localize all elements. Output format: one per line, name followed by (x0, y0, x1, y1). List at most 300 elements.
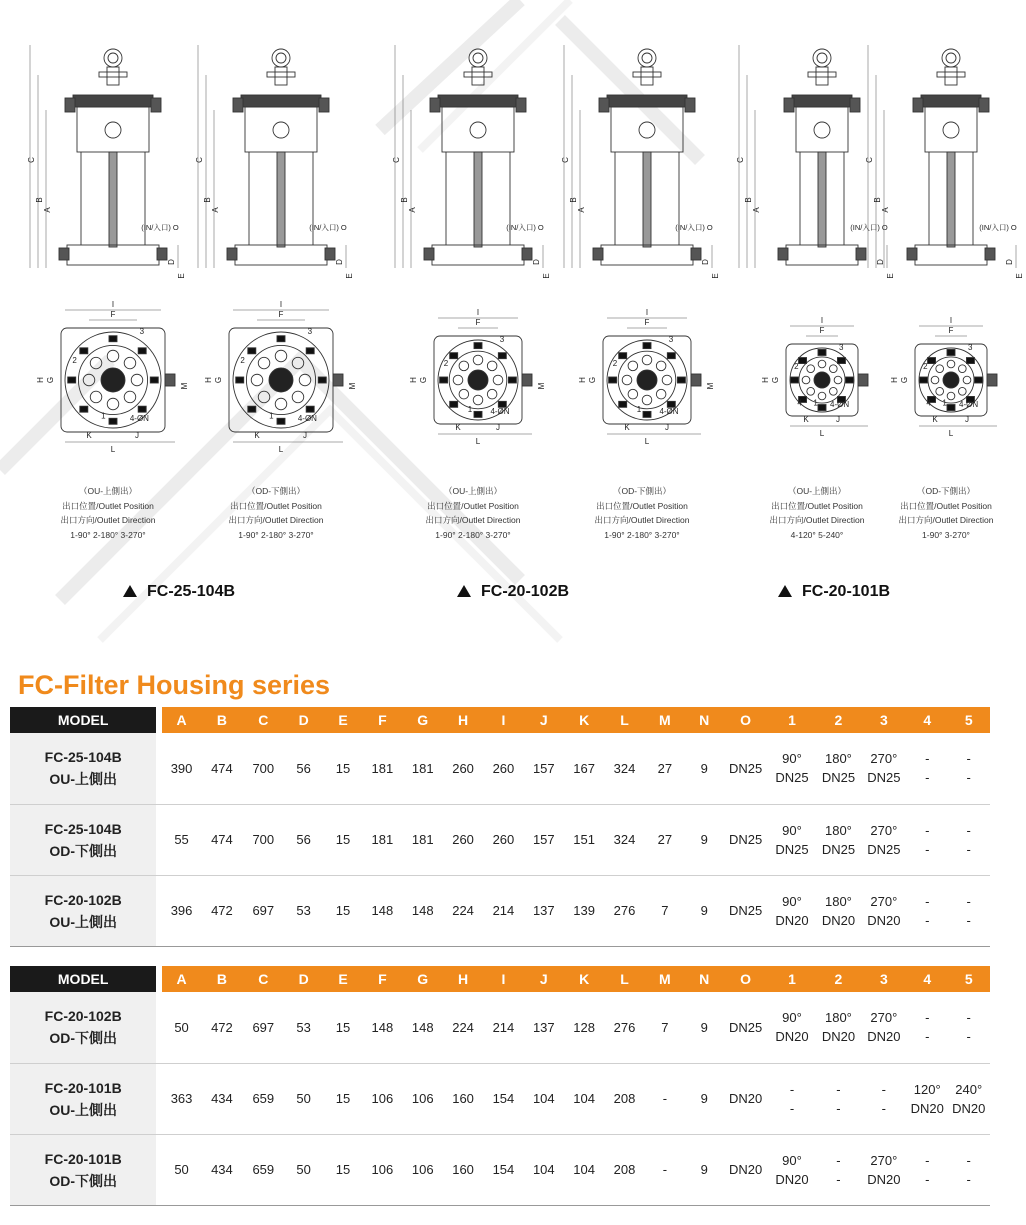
dimension-label-f: F (644, 318, 650, 327)
value-cell: 472 (201, 875, 243, 946)
dimension-label-2: 2 (612, 359, 618, 368)
header-cell: J (524, 707, 564, 733)
value-cell: 157 (524, 804, 564, 875)
dimension-label-a: A (211, 207, 220, 213)
value-cell: DN20 (723, 1134, 767, 1205)
outlet-cell: 90° DN20 (768, 875, 816, 946)
outlet-cell: - - (816, 1134, 860, 1205)
header-cell: C (243, 966, 283, 992)
value-cell: 27 (645, 733, 685, 804)
header-cell: D (283, 707, 323, 733)
caption-angles: 1-90° 2-180° 3-270° (604, 529, 680, 540)
value-cell: 27 (645, 804, 685, 875)
table-header-row (10, 966, 990, 992)
header-cell: 3 (861, 966, 907, 992)
header-cell: I (483, 707, 523, 733)
outlet-cell: 90° DN20 (768, 992, 816, 1063)
dimension-label-j: J (836, 415, 840, 424)
header-cell: 4 (907, 707, 947, 733)
inlet-label: (IN/入口) O (141, 223, 179, 232)
header-cell: B (201, 966, 243, 992)
value-cell: 9 (685, 992, 723, 1063)
outlet-cell: 270° DN25 (861, 733, 907, 804)
dimension-label-a: A (881, 207, 890, 213)
dimension-label-4: 4 (926, 398, 931, 408)
header-cell: K (564, 966, 604, 992)
outlet-caption (562, 484, 722, 542)
value-cell: 128 (564, 992, 604, 1063)
value-cell: 7 (645, 875, 685, 946)
dimension-label-e: E (177, 273, 186, 279)
model-cell: FC-20-101B OD-下側出 (10, 1134, 156, 1205)
header-cell: A (162, 966, 200, 992)
value-cell: 154 (483, 1134, 523, 1205)
caption-outlet-type: （OU-上側出） (78, 486, 138, 496)
outlet-cell: - - (907, 1134, 947, 1205)
dimension-label-b: B (203, 197, 212, 203)
value-cell: 9 (685, 1063, 723, 1134)
dimension-label-b: B (569, 197, 578, 203)
value-cell: 56 (283, 804, 323, 875)
filter-unit-drawing (866, 40, 1026, 460)
dimension-label-k: K (455, 423, 461, 432)
caption-outlet-type: （OU-上側出） (443, 486, 503, 496)
header-cell: A (162, 707, 200, 733)
dimension-label-i: I (645, 308, 649, 317)
dimension-label-3: 3 (967, 343, 973, 352)
outlet-cell: 90° DN20 (768, 1134, 816, 1205)
value-cell: 659 (243, 1134, 283, 1205)
dimension-label-n: 4-ØN (490, 407, 510, 416)
dimension-label-c: C (561, 157, 570, 163)
value-cell: 154 (483, 1063, 523, 1134)
caption-outlet-type: （OD-下側出） (916, 486, 976, 496)
caption-direction-label: 出口方向/Outlet Direction (898, 515, 994, 525)
header-cell: G (403, 966, 443, 992)
value-cell: 139 (564, 875, 604, 946)
header-cell: F (362, 707, 402, 733)
dimension-label-1: 1 (942, 398, 947, 408)
header-cell: O (723, 707, 767, 733)
dimension-label-a: A (408, 207, 417, 213)
header-cell: I (483, 966, 523, 992)
value-cell: 324 (604, 804, 644, 875)
value-cell: 7 (645, 992, 685, 1063)
value-cell: 106 (362, 1134, 402, 1205)
caption-position-label: 出口位置/Outlet Position (62, 500, 154, 511)
dimension-label-i: I (476, 308, 480, 317)
outlet-cell: - - (947, 733, 990, 804)
value-cell: 276 (604, 992, 644, 1063)
dimension-label-h: H (761, 377, 770, 383)
dimension-label-l: L (475, 437, 481, 446)
dimension-label-i: I (111, 300, 115, 309)
dimension-label-1: 1 (467, 405, 473, 414)
caption-direction-label: 出口方向/Outlet Direction (425, 515, 521, 525)
value-cell: 363 (162, 1063, 200, 1134)
dimension-label-i: I (949, 316, 953, 325)
dimension-label-j: J (665, 423, 669, 432)
dimension-label-i: I (279, 300, 283, 309)
dimension-label-k: K (254, 431, 260, 440)
header-cell: 3 (861, 707, 907, 733)
table-header-row (10, 707, 990, 733)
table-row (10, 733, 990, 804)
value-cell: 151 (564, 804, 604, 875)
dimension-label-1: 1 (636, 405, 642, 414)
value-cell: 474 (201, 733, 243, 804)
outlet-caption (196, 484, 356, 542)
value-cell: 50 (162, 992, 200, 1063)
dimension-label-c: C (27, 157, 36, 163)
dimension-label-a: A (577, 207, 586, 213)
value-cell: 104 (564, 1134, 604, 1205)
filter-unit-drawing (393, 40, 553, 460)
dimension-label-k: K (932, 415, 938, 424)
dimension-label-c: C (865, 157, 874, 163)
dimension-label-n: 4-ØN (659, 407, 679, 416)
outlet-cell: 240° DN20 (947, 1063, 990, 1134)
table-row (10, 804, 990, 875)
dimension-label-j: J (965, 415, 969, 424)
dimension-label-j: J (496, 423, 500, 432)
outlet-cell: - - (907, 875, 947, 946)
dimension-label-d: D (1005, 259, 1014, 265)
caption-position-label: 出口位置/Outlet Position (596, 500, 688, 511)
dimension-label-3: 3 (668, 335, 674, 344)
outlet-cell: 180° DN25 (816, 733, 860, 804)
table-row (10, 875, 990, 946)
dimension-label-n: 4-ØN (959, 400, 979, 410)
dimension-label-m: M (180, 382, 189, 390)
caption-angles: 4-120° 5-240° (790, 529, 844, 540)
value-cell: 15 (324, 804, 362, 875)
value-cell: 9 (685, 733, 723, 804)
dimension-label-h: H (409, 377, 418, 383)
header-cell: C (243, 707, 283, 733)
inlet-label: (IN/入口) O (675, 223, 713, 232)
dimension-label-1: 1 (101, 411, 106, 421)
value-cell: DN25 (723, 733, 767, 804)
value-cell: DN25 (723, 804, 767, 875)
caption-angles: 1-90° 2-180° 3-270° (70, 529, 146, 540)
outlet-cell: 90° DN25 (768, 733, 816, 804)
series-title: FC-Filter Housing series (18, 670, 331, 700)
header-cell: 5 (947, 707, 990, 733)
dimension-label-d: D (167, 259, 176, 265)
caption-outlet-type: （OD-下側出） (612, 486, 672, 496)
filter-unit-drawing (28, 40, 188, 460)
value-cell: 434 (201, 1134, 243, 1205)
dimension-label-4: 4 (797, 398, 802, 408)
dimension-label-a: A (43, 207, 52, 213)
value-cell: - (645, 1134, 685, 1205)
dimension-label-b: B (400, 197, 409, 203)
header-cell: 2 (816, 707, 860, 733)
model-title: FC-25-104B (123, 583, 235, 601)
outlet-cell: 180° DN20 (816, 992, 860, 1063)
dimension-label-f: F (278, 310, 284, 319)
value-cell: 50 (283, 1063, 323, 1134)
value-cell: 148 (403, 992, 443, 1063)
value-cell: DN25 (723, 992, 767, 1063)
value-cell: 9 (685, 1134, 723, 1205)
dimension-label-a: A (752, 207, 761, 213)
caption-position-label: 出口位置/Outlet Position (900, 500, 992, 511)
dimension-label-2: 2 (794, 361, 799, 371)
dimension-label-d: D (532, 259, 541, 265)
value-cell: 224 (443, 875, 483, 946)
value-cell: DN20 (723, 1063, 767, 1134)
value-cell: 157 (524, 733, 564, 804)
value-cell: 260 (483, 733, 523, 804)
value-cell: 148 (362, 875, 402, 946)
dimension-label-b: B (873, 197, 882, 203)
dimension-label-d: D (701, 259, 710, 265)
dimension-label-e: E (711, 273, 720, 279)
value-cell: 104 (524, 1063, 564, 1134)
model-cell: FC-20-101B OU-上側出 (10, 1063, 156, 1134)
value-cell: DN25 (723, 875, 767, 946)
header-cell: H (443, 966, 483, 992)
dimension-label-e: E (542, 273, 551, 279)
dimension-label-l: L (278, 445, 284, 454)
outlet-cell: 90° DN25 (768, 804, 816, 875)
caption-angles: 1-90° 2-180° 3-270° (435, 529, 511, 540)
value-cell: 260 (483, 804, 523, 875)
triangle-icon (123, 585, 137, 597)
dimension-label-k: K (86, 431, 92, 440)
value-cell: 700 (243, 733, 283, 804)
inlet-label: (IN/入口) O (850, 223, 888, 232)
header-cell: D (283, 966, 323, 992)
dimension-label-m: M (537, 382, 546, 390)
value-cell: 160 (443, 1134, 483, 1205)
header-cell: L (604, 966, 644, 992)
model-cell: FC-25-104B OD-下側出 (10, 804, 156, 875)
header-cell: N (685, 707, 723, 733)
dimension-label-n: 4-ØN (129, 413, 149, 423)
outlet-cell: - - (947, 875, 990, 946)
value-cell: 224 (443, 992, 483, 1063)
value-cell: 15 (324, 733, 362, 804)
header-model: MODEL (10, 707, 156, 733)
value-cell: 434 (201, 1063, 243, 1134)
dimension-label-2: 2 (240, 356, 245, 366)
dimension-label-n: 4-ØN (297, 413, 317, 423)
triangle-icon (778, 585, 792, 597)
outlet-caption (28, 484, 188, 542)
model-title: FC-20-102B (457, 583, 569, 601)
value-cell: - (645, 1063, 685, 1134)
header-cell: E (324, 966, 362, 992)
value-cell: 276 (604, 875, 644, 946)
value-cell: 106 (403, 1063, 443, 1134)
dimension-label-g: G (771, 376, 780, 384)
value-cell: 167 (564, 733, 604, 804)
dimension-label-l: L (819, 429, 825, 438)
dimension-label-l: L (948, 429, 954, 438)
outlet-cell: - - (907, 992, 947, 1063)
caption-angles: 1-90° 3-270° (922, 529, 970, 540)
outlet-cell: 270° DN20 (861, 1134, 907, 1205)
header-cell: F (362, 966, 402, 992)
value-cell: 148 (403, 875, 443, 946)
header-cell: M (645, 966, 685, 992)
triangle-icon (457, 585, 471, 597)
value-cell: 659 (243, 1063, 283, 1134)
table-row (10, 992, 990, 1063)
value-cell: 697 (243, 992, 283, 1063)
dimension-label-h: H (578, 377, 587, 383)
model-cell: FC-20-102B OU-上側出 (10, 875, 156, 946)
dimension-label-e: E (1015, 273, 1024, 279)
caption-direction-label: 出口方向/Outlet Direction (60, 515, 156, 525)
model-cell: FC-25-104B OU-上側出 (10, 733, 156, 804)
dimension-label-j: J (303, 431, 307, 440)
outlet-cell: 180° DN20 (816, 875, 860, 946)
header-cell: L (604, 707, 644, 733)
outlet-cell: - - (768, 1063, 816, 1134)
caption-direction-label: 出口方向/Outlet Direction (769, 515, 865, 525)
dimension-label-d: D (876, 259, 885, 265)
table-row (10, 1063, 990, 1134)
outlet-cell: 270° DN20 (861, 875, 907, 946)
outlet-cell: - - (816, 1063, 860, 1134)
dimension-label-i: I (820, 316, 824, 325)
header-cell: 5 (947, 966, 990, 992)
dimension-label-g: G (900, 376, 909, 384)
value-cell: 474 (201, 804, 243, 875)
caption-outlet-type: （OD-下側出） (246, 486, 306, 496)
value-cell: 9 (685, 875, 723, 946)
dimension-label-e: E (345, 273, 354, 279)
dimension-label-2: 2 (923, 361, 928, 371)
table-row (10, 1134, 990, 1205)
value-cell: 9 (685, 804, 723, 875)
caption-direction-label: 出口方向/Outlet Direction (228, 515, 324, 525)
value-cell: 214 (483, 992, 523, 1063)
dimension-label-c: C (392, 157, 401, 163)
value-cell: 260 (443, 733, 483, 804)
inlet-label: (IN/入口) O (979, 223, 1017, 232)
header-cell: 1 (768, 966, 816, 992)
value-cell: 137 (524, 992, 564, 1063)
outlet-cell: - - (947, 1134, 990, 1205)
inlet-label: (IN/入口) O (506, 223, 544, 232)
dimension-label-3: 3 (838, 343, 844, 352)
dimension-label-g: G (46, 376, 55, 384)
dimension-label-b: B (35, 197, 44, 203)
dimension-label-1: 1 (269, 411, 274, 421)
dimension-label-1: 1 (813, 398, 818, 408)
spec-table-1 (10, 707, 990, 947)
header-cell: B (201, 707, 243, 733)
value-cell: 181 (403, 804, 443, 875)
dimension-label-3: 3 (307, 327, 313, 336)
dimension-label-c: C (195, 157, 204, 163)
dimension-label-3: 3 (499, 335, 505, 344)
value-cell: 181 (362, 804, 402, 875)
value-cell: 55 (162, 804, 200, 875)
dimension-label-f: F (819, 326, 825, 335)
value-cell: 15 (324, 992, 362, 1063)
value-cell: 181 (403, 733, 443, 804)
model-cell: FC-20-102B OD-下側出 (10, 992, 156, 1063)
value-cell: 106 (362, 1063, 402, 1134)
dimension-label-h: H (204, 377, 213, 383)
dimension-label-l: L (644, 437, 650, 446)
value-cell: 137 (524, 875, 564, 946)
dimension-label-f: F (110, 310, 116, 319)
value-cell: 700 (243, 804, 283, 875)
header-cell: 1 (768, 707, 816, 733)
outlet-cell: 270° DN20 (861, 992, 907, 1063)
value-cell: 181 (362, 733, 402, 804)
header-cell: 4 (907, 966, 947, 992)
dimension-label-m: M (706, 382, 715, 390)
dimension-label-d: D (335, 259, 344, 265)
dimension-label-j: J (135, 431, 139, 440)
outlet-cell: - - (907, 733, 947, 804)
filter-unit-drawing (562, 40, 722, 460)
value-cell: 50 (283, 1134, 323, 1205)
dimension-label-e: E (886, 273, 895, 279)
header-cell: H (443, 707, 483, 733)
caption-outlet-type: （OU-上側出） (787, 486, 847, 496)
outlet-caption (866, 484, 1026, 542)
header-cell: G (403, 707, 443, 733)
outlet-cell: 270° DN25 (861, 804, 907, 875)
header-cell: 2 (816, 966, 860, 992)
dimension-label-m: M (348, 382, 357, 390)
outlet-cell: - - (861, 1063, 907, 1134)
value-cell: 15 (324, 875, 362, 946)
value-cell: 260 (443, 804, 483, 875)
dimension-label-2: 2 (443, 359, 449, 368)
value-cell: 208 (604, 1134, 644, 1205)
dimension-label-c: C (736, 157, 745, 163)
caption-direction-label: 出口方向/Outlet Direction (594, 515, 690, 525)
value-cell: 50 (162, 1134, 200, 1205)
inlet-label: (IN/入口) O (309, 223, 347, 232)
dimension-label-2: 2 (72, 356, 77, 366)
dimension-label-h: H (36, 377, 45, 383)
caption-position-label: 出口位置/Outlet Position (771, 500, 863, 511)
value-cell: 160 (443, 1063, 483, 1134)
dimension-label-l: L (110, 445, 116, 454)
spec-table-2 (10, 966, 990, 1206)
dimension-label-b: B (744, 197, 753, 203)
outlet-cell: - - (907, 804, 947, 875)
header-cell: N (685, 966, 723, 992)
dimension-label-f: F (475, 318, 481, 327)
header-cell: M (645, 707, 685, 733)
value-cell: 56 (283, 733, 323, 804)
model-title: FC-20-101B (778, 583, 890, 601)
value-cell: 104 (564, 1063, 604, 1134)
dimension-label-n: 4-ØN (830, 400, 850, 410)
value-cell: 390 (162, 733, 200, 804)
dimension-label-h: H (890, 377, 899, 383)
caption-position-label: 出口位置/Outlet Position (230, 500, 322, 511)
dimension-label-k: K (624, 423, 630, 432)
dimension-label-k: K (803, 415, 809, 424)
header-cell: J (524, 966, 564, 992)
outlet-cell: 120° DN20 (907, 1063, 947, 1134)
header-model: MODEL (10, 966, 156, 992)
value-cell: 15 (324, 1063, 362, 1134)
